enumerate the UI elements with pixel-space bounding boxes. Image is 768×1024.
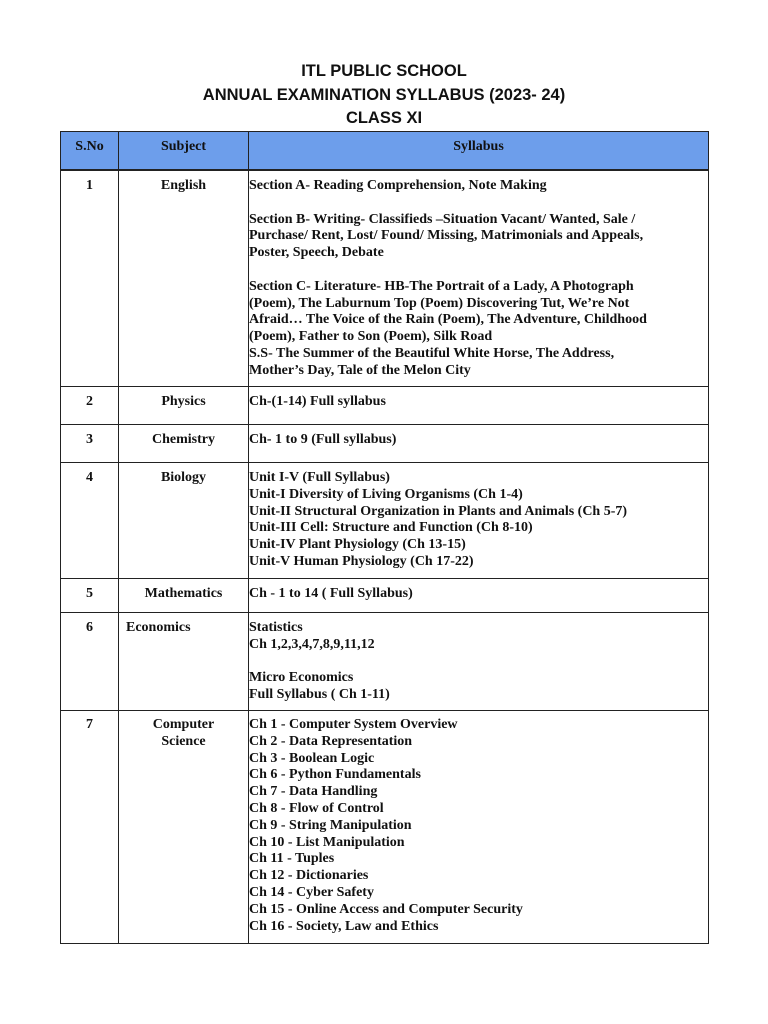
syllabus-line: Purchase/ Rent, Lost/ Found/ Missing, Matrimonials and Appeals, [249, 228, 644, 244]
syllabus-line: Statistics [249, 620, 303, 635]
syllabus-line: Afraid… The Voice of the Rain (Poem), The Adventure, Childhood [249, 312, 647, 328]
subject-line: Computer [152, 717, 215, 732]
syllabus-line: (Poem), The Laburnum Top (Poem) Discovering Tut, We’re Not [249, 295, 630, 311]
syllabus-line: Ch- 1 to 9 (Full syllabus) [249, 432, 397, 447]
row-subject-computer-science [119, 711, 249, 944]
syllabus-line: Section B- Writing- Classifieds –Situation Vacant/ Wanted, Sale / [249, 211, 636, 227]
table-row [61, 711, 709, 944]
document-heading [0, 60, 768, 131]
syllabus-line: Ch 2 - Data Representation [249, 733, 413, 749]
syllabus-line: Section A- Reading Comprehension, Note Making [249, 178, 547, 193]
syllabus-line: Ch - 1 to 14 ( Full Syllabus) [249, 586, 413, 601]
syllabus-line: Ch 7 - Data Handling [249, 784, 378, 800]
row-syllabus [249, 463, 709, 579]
row-subject-economics: Economics [119, 613, 249, 711]
syllabus-line: Ch 12 - Dictionaries [249, 868, 369, 884]
syllabus-line: Poster, Speech, Debate [249, 245, 384, 261]
table-row [61, 579, 709, 613]
row-syllabus [249, 425, 709, 463]
row-sno: 4 [61, 463, 119, 579]
table-row [61, 387, 709, 425]
table-row [61, 425, 709, 463]
row-sno: 1 [61, 171, 119, 387]
column-header-subject: Subject [119, 132, 249, 170]
row-subject-chemistry: Chemistry [119, 425, 249, 463]
syllabus-line: Unit I-V (Full Syllabus) [249, 470, 390, 485]
row-subject-mathematics: Mathematics [119, 579, 249, 613]
row-sno: 6 [61, 613, 119, 711]
row-sno: 7 [61, 711, 119, 944]
syllabus-line: Full Syllabus ( Ch 1-11) [249, 687, 390, 703]
syllabus-line: Unit-III Cell: Structure and Function (Ch 8-10) [249, 520, 533, 536]
blank-line [249, 195, 708, 212]
exam-title: ANNUAL EXAMINATION SYLLABUS (2023- 24) [202, 85, 566, 104]
table-header-row [61, 132, 709, 170]
syllabus-line: Ch 8 - Flow of Control [249, 800, 384, 816]
syllabus-line: S.S- The Summer of the Beautiful White Horse, The Address, [249, 345, 615, 361]
school-name: ITL PUBLIC SCHOOL [301, 62, 467, 80]
syllabus-line: Ch 11 - Tuples [249, 851, 335, 867]
row-sno: 5 [61, 579, 119, 613]
blank-line [249, 262, 708, 279]
syllabus-line: Ch 15 - Online Access and Computer Security [249, 901, 523, 917]
syllabus-line: Micro Economics [249, 670, 354, 686]
syllabus-line: Ch 14 - Cyber Safety [249, 884, 374, 900]
syllabus-line: Section C- Literature- HB-The Portrait of a Lady, A Photograph [249, 278, 634, 294]
column-header-sno: S.No [61, 132, 119, 170]
class-name: CLASS XI [345, 109, 423, 127]
row-syllabus [249, 171, 709, 387]
row-syllabus [249, 579, 709, 613]
row-subject-physics: Physics [119, 387, 249, 425]
syllabus-table [60, 131, 709, 944]
syllabus-line: Ch 1 - Computer System Overview [249, 717, 458, 732]
syllabus-line: Ch 3 - Boolean Logic [249, 750, 375, 766]
syllabus-line: Ch 10 - List Manipulation [249, 834, 405, 850]
row-syllabus [249, 711, 709, 944]
syllabus-line: Unit-II Structural Organization in Plants and Animals (Ch 5-7) [249, 503, 628, 519]
syllabus-line: Ch 1,2,3,4,7,8,9,11,12 [249, 636, 375, 652]
table-row [61, 171, 709, 387]
syllabus-line: Mother’s Day, Tale of the Melon City [249, 362, 471, 378]
row-subject-english: English [119, 171, 249, 387]
syllabus-line: Unit-IV Plant Physiology (Ch 13-15) [249, 537, 466, 553]
row-syllabus [249, 387, 709, 425]
table-row [61, 613, 709, 711]
row-syllabus [249, 613, 709, 711]
syllabus-line: Ch 6 - Python Fundamentals [249, 767, 421, 783]
column-header-syllabus: Syllabus [249, 132, 709, 170]
syllabus-line: Ch 16 - Society, Law and Ethics [249, 918, 439, 934]
row-sno: 2 [61, 387, 119, 425]
syllabus-line: Unit-I Diversity of Living Organisms (Ch 1-4) [249, 486, 523, 502]
blank-line [249, 654, 708, 671]
syllabus-line: Ch-(1-14) Full syllabus [249, 394, 386, 409]
syllabus-line: Unit-V Human Physiology (Ch 17-22) [249, 553, 474, 569]
syllabus-line: Ch 9 - String Manipulation [249, 817, 412, 833]
subject-line: Science [161, 733, 206, 749]
syllabus-line: (Poem), Father to Son (Poem), Silk Road [249, 329, 493, 345]
row-sno: 3 [61, 425, 119, 463]
row-subject-biology: Biology [119, 463, 249, 579]
table-row [61, 463, 709, 579]
